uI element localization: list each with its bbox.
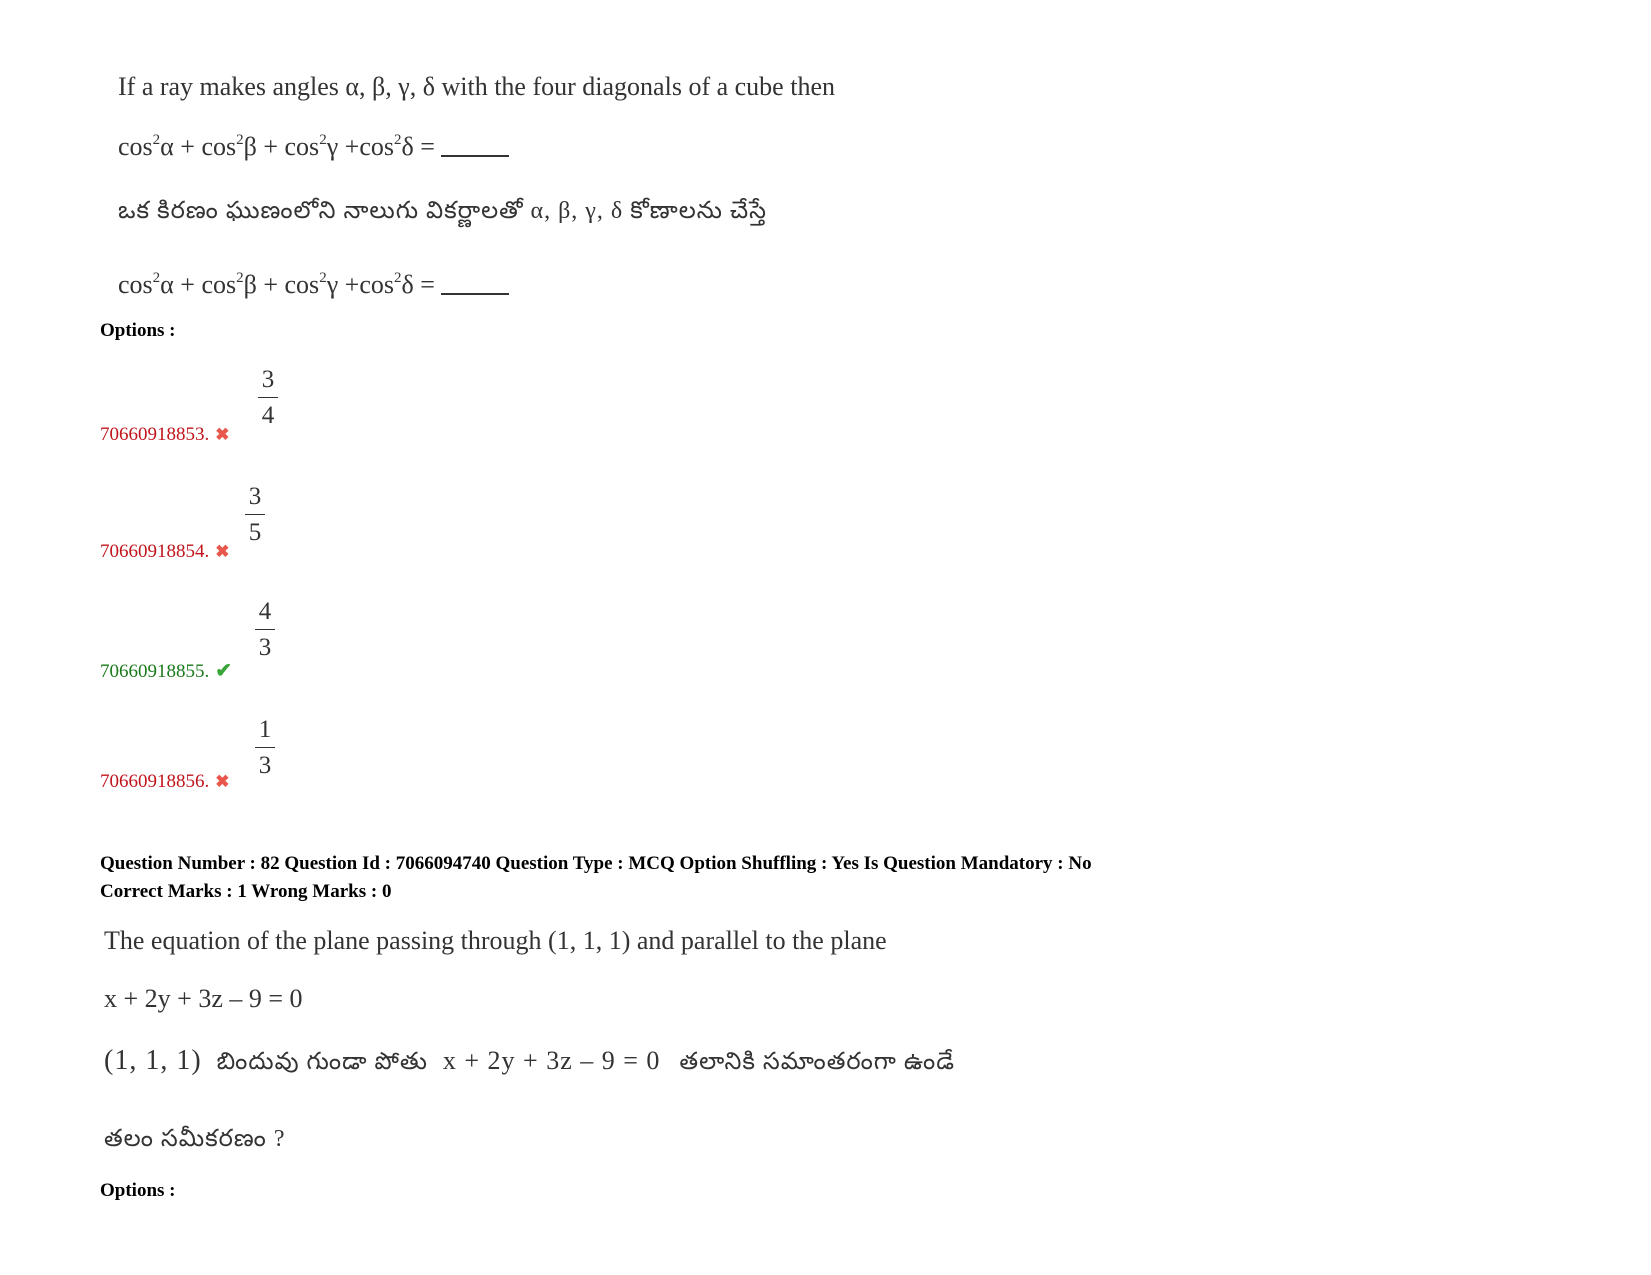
question-82-equation: x + 2y + 3z – 9 = 0 — [104, 984, 303, 1013]
cross-icon: ✖ — [215, 425, 230, 444]
answer-blank — [441, 135, 509, 157]
cross-icon: ✖ — [215, 772, 230, 791]
option-fraction: 1 3 — [254, 717, 276, 779]
option-id-correct: 70660918855. ✔ — [100, 660, 233, 682]
options-label: Options : — [100, 320, 176, 341]
options-label: Options : — [100, 1180, 176, 1201]
option-fraction: 4 3 — [254, 599, 276, 661]
option-id: 70660918856. ✖ — [100, 771, 230, 792]
question-82-marks: Correct Marks : 1 Wrong Marks : 0 — [100, 881, 392, 902]
question-81-english-text: If a ray makes angles α, β, γ, δ with the four diagonals of a cube then — [118, 72, 835, 101]
option-id: 70660918853. ✖ — [100, 424, 230, 445]
question-82-telugu-line1: (1, 1, 1) బిందువు గుండా పోతు x + 2y + 3z – 9 = 0 తలానికి సమాంతరంగా ఉండే — [104, 1045, 955, 1076]
option-fraction: 3 4 — [257, 367, 279, 429]
answer-blank — [441, 273, 509, 295]
question-82-english-text: The equation of the plane passing through (1, 1, 1) and parallel to the plane — [104, 926, 887, 955]
option-fraction: 3 5 — [244, 484, 266, 546]
question-82-meta: Question Number : 82 Question Id : 7066094740 Question Type : MCQ Option Shuffling : Yes Is Question Mandatory : No — [100, 853, 1092, 874]
option-id: 70660918854. ✖ — [100, 541, 230, 562]
question-81-equation-repeat: $\cos^2\alpha + \cos^2\beta + \cos^2\gamma +\cos^2\delta$ = — [118, 270, 509, 300]
cross-icon: ✖ — [215, 542, 230, 561]
question-82-telugu-line2: తలం సమీకరణం ? — [104, 1126, 286, 1152]
question-81-telugu-text: ఒక కిరణం ఘుణంలోని నాలుగు వికర్ణాలతో α, β, γ, δ కోణాలను చేస్తే — [118, 198, 767, 224]
checkmark-icon: ✔ — [215, 660, 233, 682]
question-81-equation: $\cos^2\alpha + \cos^2\beta + \cos^2\gamma +\cos^2\delta$ = — [118, 132, 509, 162]
